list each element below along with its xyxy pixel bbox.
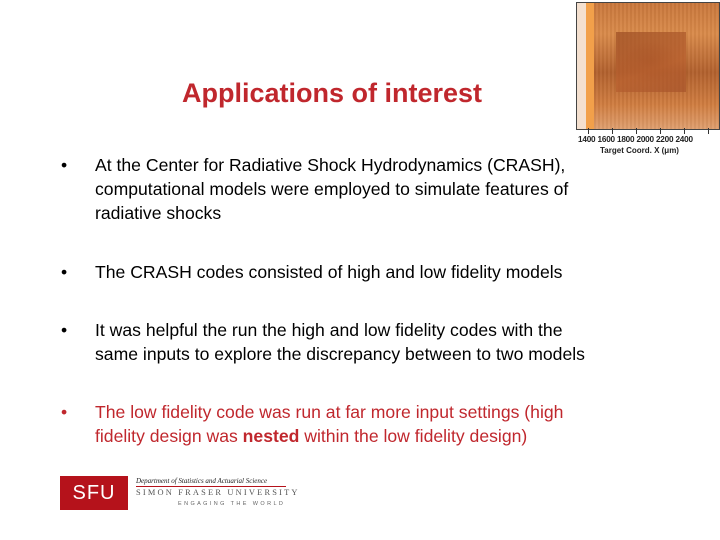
bullet-line: radiative shocks <box>95 203 222 223</box>
bullet-line: At the Center for Radiative Shock Hydrodynamics (CRASH), <box>95 155 566 175</box>
university-tagline: ENGAGING THE WORLD <box>178 501 286 507</box>
x-axis-ticks <box>576 128 720 134</box>
slide-title: Applications of interest <box>182 78 483 108</box>
bullet-text <box>95 153 665 225</box>
bullet-line-part: fidelity design was <box>95 426 243 446</box>
bullet-line: same inputs to explore the discrepancy between to two models <box>95 344 585 364</box>
image-frame <box>576 2 720 130</box>
x-axis-label: Target Coord. X (μm) <box>600 146 679 155</box>
bullet-line: The CRASH codes consisted of high and low fidelity models <box>95 262 563 282</box>
bullet-text <box>95 318 665 366</box>
x-axis-tick-labels: 1400 1600 1800 2000 2200 2400 <box>578 135 693 144</box>
bullet-line-part: within the low fidelity design) <box>299 426 528 446</box>
shock-image-figure <box>574 0 720 162</box>
bullet-marker: • <box>61 155 68 175</box>
bullet-line: It was helpful the run the high and low fidelity codes with the <box>95 320 563 340</box>
bullet-marker: • <box>61 320 68 340</box>
department-name: Department of Statistics and Actuarial Science <box>136 477 268 485</box>
footer-divider <box>136 486 286 487</box>
bullet-text <box>95 400 665 448</box>
sfu-logo-text: SFU <box>72 482 116 504</box>
sfu-logo <box>60 476 128 510</box>
bullet-text <box>95 260 665 284</box>
bullet-line: The low fidelity code was run at far more input settings (high <box>95 402 564 422</box>
emphasis-nested: nested <box>242 426 300 446</box>
university-name: SIMON FRASER UNIVERSITY <box>136 488 300 497</box>
bullet-marker: • <box>61 262 68 282</box>
bullet-marker: • <box>61 402 68 422</box>
bullet-line: computational models were employed to simulate features of <box>95 179 569 199</box>
bullet-line <box>95 424 665 448</box>
